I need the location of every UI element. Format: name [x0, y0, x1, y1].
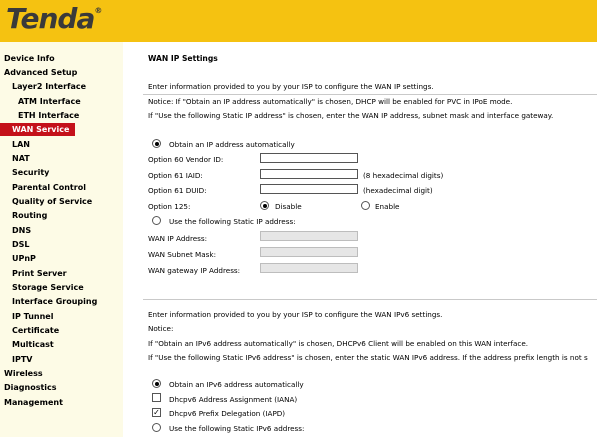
sidebar-item-parental-control[interactable]: Parental Control: [12, 183, 86, 192]
option61-iaid-label: Option 61 IAID:: [148, 171, 203, 180]
wan-gateway-input[interactable]: [260, 263, 358, 273]
sidebar-item-interface-grouping[interactable]: Interface Grouping: [12, 297, 98, 306]
sidebar-item-device-info[interactable]: Device Info: [4, 54, 55, 63]
wan6-notice-title: Notice:: [148, 324, 174, 333]
wan6-notice-1: If "Obtain an IPv6 address automatically" is chosen, DHCPv6 Client will be enabled on this WAN interface.: [148, 339, 529, 348]
sidebar-item-quality-of-service[interactable]: Quality of Service: [12, 197, 93, 206]
obtain-ipv6-auto-label: Obtain an IPv6 address automatically: [169, 380, 304, 389]
obtain-ip-auto-label: Obtain an IP address automatically: [169, 140, 295, 149]
section-divider: [143, 94, 597, 95]
option60-input[interactable]: [260, 153, 358, 163]
check-mark-icon: ✓: [153, 408, 160, 417]
sidebar-item-wireless[interactable]: Wireless: [4, 369, 43, 378]
option61-duid-hint: (hexadecimal digit): [363, 186, 433, 195]
sidebar-item-dns[interactable]: DNS: [12, 226, 32, 235]
option125-disable-radio[interactable]: [260, 201, 269, 210]
sidebar-item-management[interactable]: Management: [4, 398, 63, 407]
sidebar-item-upnp[interactable]: UPnP: [12, 254, 36, 263]
option61-duid-label: Option 61 DUID:: [148, 186, 207, 195]
static-ip-label: Use the following Static IP address:: [169, 217, 296, 226]
option125-disable-label: Disable: [275, 202, 302, 211]
sidebar-item-print-server[interactable]: Print Server: [12, 269, 67, 278]
page-title: WAN IP Settings: [148, 54, 218, 63]
tenda-logo: Tenda®: [6, 2, 102, 35]
sidebar-item-security[interactable]: Security: [12, 168, 50, 177]
sidebar-item-ip-tunnel[interactable]: IP Tunnel: [12, 312, 54, 321]
sidebar-item-storage-service[interactable]: Storage Service: [12, 283, 84, 292]
sidebar-nav: [0, 42, 123, 437]
sidebar-item-eth-interface[interactable]: ETH Interface: [18, 111, 80, 120]
wan-subnet-label: WAN Subnet Mask:: [148, 250, 216, 259]
wan-subnet-input[interactable]: [260, 247, 358, 257]
section-divider: [143, 299, 597, 300]
iapd-checkbox[interactable]: [152, 408, 161, 417]
wan-gateway-label: WAN gateway IP Address:: [148, 266, 241, 275]
sidebar-item-nat[interactable]: NAT: [12, 154, 30, 163]
option61-duid-input[interactable]: [260, 184, 358, 194]
wan-ip-input[interactable]: [260, 231, 358, 241]
wan-notice-1: Notice: If "Obtain an IP address automatically" is chosen, DHCP will be enabled for PVC in IPoE mode.: [148, 97, 513, 106]
iapd-label: Dhcpv6 Prefix Delegation (IAPD): [169, 409, 286, 418]
main-content: [123, 42, 597, 437]
wan-intro: Enter information provided to you by your ISP to configure the WAN IP settings.: [148, 82, 434, 91]
sidebar-item-dsl[interactable]: DSL: [12, 240, 30, 249]
wan-ip-label: WAN IP Address:: [148, 234, 208, 243]
obtain-ip-auto-radio[interactable]: [152, 139, 161, 148]
sidebar-item-layer2-interface[interactable]: Layer2 Interface: [12, 82, 87, 91]
option61-iaid-input[interactable]: [260, 169, 358, 179]
static-ipv6-radio[interactable]: [152, 423, 161, 432]
sidebar-item-certificate[interactable]: Certificate: [12, 326, 60, 335]
wan-notice-2: If "Use the following Static IP address" is chosen, enter the WAN IP address, subnet mask and interface gateway.: [148, 111, 554, 120]
sidebar-item-iptv[interactable]: IPTV: [12, 355, 33, 364]
sidebar-item-atm-interface[interactable]: ATM Interface: [18, 97, 81, 106]
iana-label: Dhcpv6 Address Assignment (IANA): [169, 395, 298, 404]
iana-checkbox[interactable]: [152, 393, 161, 402]
header-bar: [0, 0, 597, 42]
option60-label: Option 60 Vendor ID:: [148, 155, 224, 164]
sidebar-item-diagnostics[interactable]: Diagnostics: [4, 383, 57, 392]
option125-enable-label: Enable: [375, 202, 400, 211]
obtain-ipv6-auto-radio[interactable]: [152, 379, 161, 388]
option61-iaid-hint: (8 hexadecimal digits): [363, 171, 444, 180]
static-ip-radio[interactable]: [152, 216, 161, 225]
wan6-intro: Enter information provided to you by your ISP to configure the WAN IPv6 settings.: [148, 310, 443, 319]
sidebar-item-lan[interactable]: LAN: [12, 140, 30, 149]
option125-enable-radio[interactable]: [361, 201, 370, 210]
wan6-notice-2: If "Use the following Static IPv6 address" is chosen, enter the static WAN IPv6 address. If the address prefix length is not s: [148, 353, 588, 362]
sidebar-item-wan-service[interactable]: WAN Service: [0, 123, 75, 136]
sidebar-item-multicast[interactable]: Multicast: [12, 340, 54, 349]
sidebar-item-routing[interactable]: Routing: [12, 211, 48, 220]
static-ipv6-label: Use the following Static IPv6 address:: [169, 424, 305, 433]
sidebar-item-advanced-setup[interactable]: Advanced Setup: [4, 68, 78, 77]
option125-label: Option 125:: [148, 202, 191, 211]
